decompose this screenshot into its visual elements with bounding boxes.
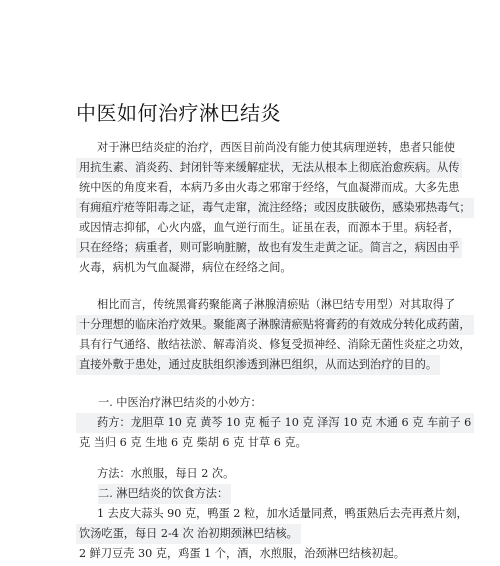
section2-item2: 2 鲜刀豆壳 30 克，鸡蛋 1 个，酒，水煎服，治颈淋巴结核初起。 bbox=[79, 546, 405, 560]
para1-line-3: 统中医的角度来看，本病乃多由火毒之邪窜于经络，气血凝滞而成。大多先患 bbox=[79, 181, 460, 195]
para1-line-2: 用抗生素、消炎药、封闭针等来缓解症状，无法从根本上彻底治愈疾病。从传 bbox=[76, 158, 462, 178]
section1-method: 方法：水煎服，每日 2 次。 bbox=[97, 466, 235, 480]
section1-heading: 一. 中医治疗淋巴结炎的小妙方： bbox=[98, 395, 262, 409]
para1-line-4: 有痈疽疔疮等阳毒之证，毒气走窜，流注经络；或因皮肤破伤，感染邪热毒气； bbox=[76, 198, 474, 218]
article-title: 中医如何治疗淋巴结炎 bbox=[76, 101, 281, 125]
section2-item1-line-2: 饮汤吃蛋，每日 2-4 次 治初期颈淋巴结核。 bbox=[76, 524, 301, 544]
para2-line-1: 相比而言，传统黑膏药聚能离子淋腺清瘀贴（淋巴结专用型）对其取得了 bbox=[97, 297, 456, 311]
para2-line-2: 十分理想的临床治疗效果。聚能离子淋腺清瘀贴将膏药的有效成分转化成药菌， bbox=[76, 315, 474, 335]
para1-line-5: 或因情志抑郁，心火内盛，血气逆行而生。证虽在表，而源本于里。病轻者， bbox=[79, 221, 460, 235]
section2-heading: 二. 淋巴结炎的饮食方法： bbox=[98, 484, 231, 504]
section2-item1-line-1: 1 去皮大蒜头 90 克，鸭蛋 2 粒，加水适量同煮，鸭蛋熟后去壳再煮片刻， bbox=[97, 506, 468, 520]
para1-line-1: 对于淋巴结炎症的治疗，西医目前尚没有能力使其病理逆转，患者只能使 bbox=[97, 141, 456, 154]
para2-line-4: 直接外敷于患处，通过皮肤组织渗透到淋巴组织，从而达到治疗的目的。 bbox=[76, 355, 440, 375]
para2-line-3: 具有行气通络、散结祛淤、解毒消炎、修复受损神经、消除无菌性炎症之功效， bbox=[79, 337, 471, 351]
para1-line-6: 只在经络；病重者，则可影响脏腑，故也有发生走黄之证。简言之，病因由乎 bbox=[76, 238, 462, 258]
section1-recipe-line-1: 药方：龙胆草 10 克 黄芩 10 克 栀子 10 克 泽泻 10 克 木通 6 克 车前子 6 bbox=[76, 413, 474, 433]
section1-recipe-line-2: 克 当归 6 克 生地 6 克 柴胡 6 克 甘草 6 克。 bbox=[79, 435, 307, 449]
para1-line-7: 火毒，病机为气血凝滞，病位在经络之间。 bbox=[79, 261, 292, 275]
